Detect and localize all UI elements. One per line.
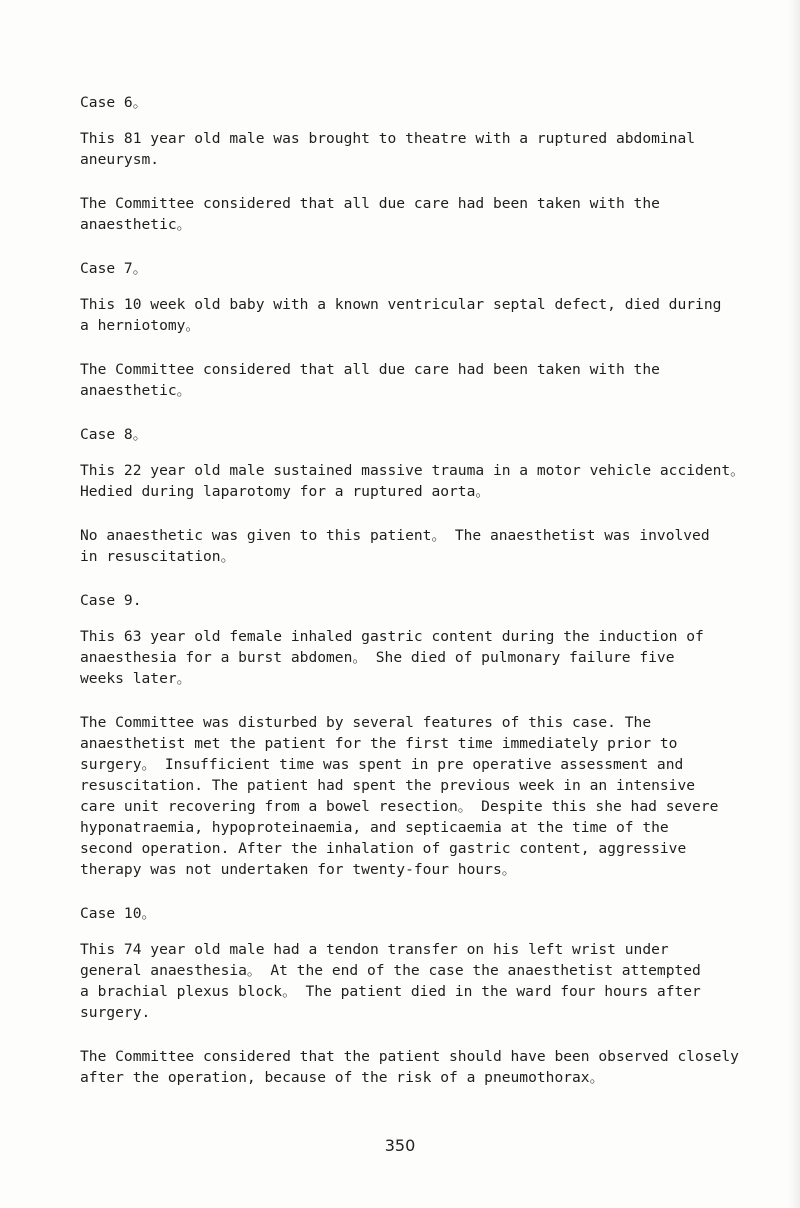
case-paragraph [80, 525, 780, 567]
text-line: hyponatraemia, hypoproteinaemia, and septicaemia at the time of the [80, 819, 669, 836]
case-paragraph [80, 939, 780, 1023]
text-line: surgery. [80, 1004, 151, 1021]
text-line: therapy was not undertaken for twenty-four hours。 [80, 861, 517, 878]
text-line: anaesthetist met the patient for the first time immediately prior to [80, 735, 678, 752]
case-paragraph [80, 712, 780, 880]
text-line: surgery。 Insufficient time was spent in pre operative assessment and [80, 756, 684, 773]
case-paragraph [80, 128, 780, 170]
case-paragraph [80, 460, 780, 502]
case-paragraph [80, 193, 780, 235]
text-line: anaesthetic。 [80, 216, 192, 233]
case-heading: Case 6。 [80, 94, 148, 111]
text-line: The Committee considered that all due care had been taken with the [80, 361, 660, 378]
page-number: 350 [384, 1136, 416, 1155]
text-line: This 22 year old male sustained massive trauma in a motor vehicle accident。 [80, 462, 745, 479]
text-line: anaesthetic。 [80, 382, 192, 399]
page-edge-shadow [788, 0, 800, 1208]
text-line: This 63 year old female inhaled gastric content during the induction of [80, 628, 704, 645]
text-line: resuscitation. The patient had spent the previous week in an intensive [80, 777, 696, 794]
document-body [80, 92, 780, 1111]
text-line: a herniotomy。 [80, 317, 201, 334]
text-line: This 81 year old male was brought to theatre with a ruptured abdominal [80, 130, 696, 147]
text-line: The Committee was disturbed by several features of this case. The [80, 714, 652, 731]
text-line: care unit recovering from a bowel resection。 Despite this she had severe [80, 798, 719, 815]
text-line: No anaesthetic was given to this patient。 The anaesthetist was involved [80, 527, 710, 544]
text-line: aneurysm. [80, 151, 160, 168]
text-line: The Committee considered that the patient should have been observed closely [80, 1048, 739, 1065]
case-heading: Case 8。 [80, 426, 148, 443]
text-line: after the operation, because of the risk of a pneumothorax。 [80, 1069, 605, 1086]
case-heading: Case 7。 [80, 260, 148, 277]
case-heading: Case 10。 [80, 905, 157, 922]
text-line: This 74 year old male had a tendon transfer on his left wrist under [80, 941, 669, 958]
text-line: weeks later。 [80, 670, 192, 687]
text-line: second operation. After the inhalation of gastric content, aggressive [80, 840, 687, 857]
text-line: anaesthesia for a burst abdomen。 She died of pulmonary failure five [80, 649, 675, 666]
case-paragraph [80, 626, 780, 689]
text-line: This 10 week old baby with a known ventricular septal defect, died during [80, 296, 722, 313]
text-line: The Committee considered that all due care had been taken with the [80, 195, 660, 212]
case-paragraph [80, 1046, 780, 1088]
text-line: in resuscitation。 [80, 548, 236, 565]
case-heading: Case 9. [80, 592, 142, 609]
text-line: a brachial plexus block。 The patient died in the ward four hours after [80, 983, 701, 1000]
text-line: general anaesthesia。 At the end of the case the anaesthetist attempted [80, 962, 701, 979]
text-line: Hedied during laparotomy for a ruptured aorta。 [80, 483, 490, 500]
case-paragraph [80, 359, 780, 401]
case-paragraph [80, 294, 780, 336]
